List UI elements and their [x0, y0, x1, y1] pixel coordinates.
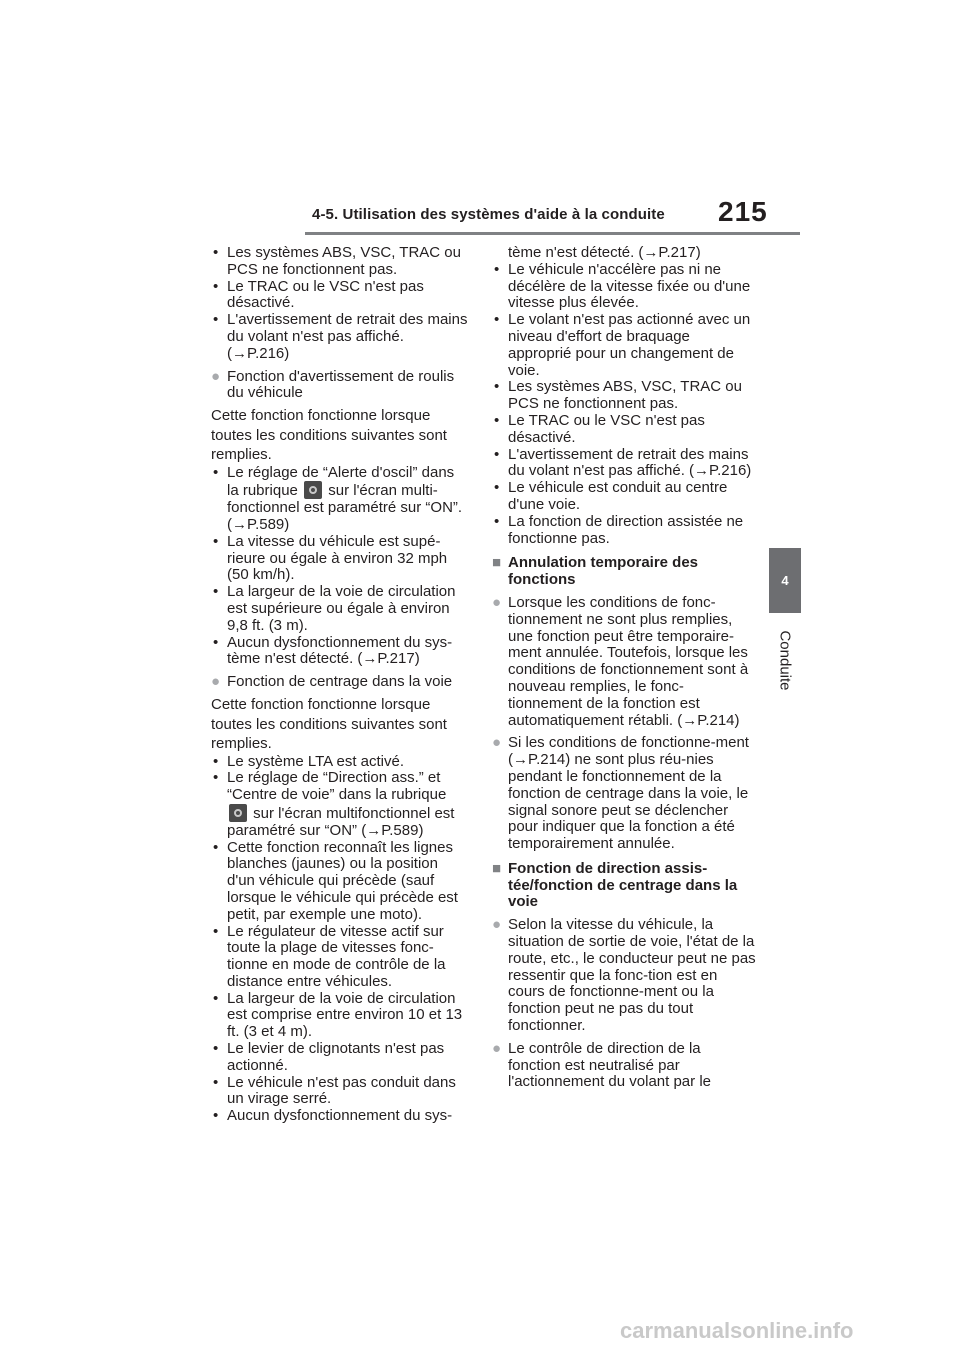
section-title: 4-5. Utilisation des systèmes d'aide à la conduite: [312, 206, 665, 223]
subsection-heading: ● Fonction d'avertissement de roulis du véhicule: [211, 367, 455, 402]
circle-bullet-icon: ●: [211, 673, 221, 691]
square-bullet-icon: ■: [492, 859, 502, 877]
list-item: • Le TRAC ou le VSC n'est pas désactivé.: [211, 279, 469, 313]
list-item: • L'avertissement de retrait des mains du volant n'est pas affiché. (→P.216): [492, 447, 757, 481]
list-item: • Aucun dysfonctionnement du sys-: [211, 1108, 469, 1125]
note-item: ● Lorsque les conditions de fonc-tionnement ne sont plus remplies, une fonction peut être temporaire-ment annulée. Toutefois, lorsque les conditions de fonctionnement sont à nouveau remplies, le fonc-tionnement de la fonction est automatiquement rétabli. (→P.214): [492, 593, 749, 729]
header-divider: [305, 232, 800, 235]
list-item: • La largeur de la voie de circulation est supérieure ou égale à environ 9,8 ft. (3 m).: [211, 584, 469, 634]
subsection-heading: ● Fonction de centrage dans la voie: [211, 673, 453, 691]
list-item: • Cette fonction reconnaît les lignes blanches (jaunes) ou la position d'un véhicule qui précède (sauf lorsque le véhicule qui précède est petit, par exemple une moto).: [211, 840, 469, 924]
list-item: • Le véhicule n'accélère pas ni ne décélère de la vitesse fixée ou d'une vitesse plus élevée.: [492, 262, 757, 312]
page-number: 215: [718, 196, 768, 227]
circle-bullet-icon: ●: [492, 1039, 502, 1057]
paragraph: Cette fonction fonctionne lorsque toutes les conditions suivantes sont remplies.: [211, 407, 447, 464]
list-item: • Le levier de clignotants n'est pas actionné.: [211, 1041, 469, 1075]
list-item: • Le véhicule est conduit au centre d'une voie.: [492, 480, 757, 514]
circle-bullet-icon: ●: [492, 916, 502, 934]
list-item: • La fonction de direction assistée ne fonctionne pas.: [492, 514, 757, 548]
left-column: [211, 245, 469, 1125]
list-item: • Aucun dysfonctionnement du sys-tème n'est détecté. (→P.217): [211, 635, 469, 669]
note-item: ● Le contrôle de direction de la fonction est neutralisé par l'actionnement du volant par le: [492, 1039, 711, 1091]
list-item: • La largeur de la voie de circulation est comprise entre environ 10 et 13 ft. (3 et 4 m).: [211, 991, 469, 1041]
list-item: • Le réglage de “Alerte d'oscil” dans la rubrique sur l'écran multi-fonctionnel est paramétré sur “ON”. (→P.589): [211, 465, 469, 534]
section-heading: ■ Annulation temporaire des fonctions: [492, 554, 699, 589]
list-item: • Le système LTA est activé.: [211, 754, 469, 771]
list-item: • La vitesse du véhicule est supé-rieure ou égale à environ 32 mph (50 km/h).: [211, 534, 469, 584]
chapter-label: Conduite: [776, 629, 794, 691]
list-item: • Le régulateur de vitesse actif sur toute la plage de vitesses fonc-tionne en mode de contrôle de la distance entre véhicules.: [211, 924, 469, 991]
chapter-tab[interactable]: 4: [769, 548, 801, 613]
list-item-continued: tème n'est détecté. (→P.217): [508, 244, 701, 261]
circle-bullet-icon: ●: [492, 734, 502, 752]
list-item: • Le réglage de “Direction ass.” et “Centre de voie” dans la rubrique sur l'écran multifonctionnel est paramétré sur “ON” (→P.589): [211, 770, 469, 839]
paragraph: Cette fonction fonctionne lorsque toutes les conditions suivantes sont remplies.: [211, 696, 447, 753]
watermark: carmanualsonline.info: [620, 1318, 854, 1343]
circle-bullet-icon: ●: [492, 593, 502, 611]
settings-icon: [304, 481, 322, 499]
list-item: • Le véhicule n'est pas conduit dans un virage serré.: [211, 1075, 469, 1109]
note-item: ● Selon la vitesse du véhicule, la situation de sortie de voie, l'état de la route, etc., le conducteur peut ne pas ressentir que la fonc-tion est en cours de fonctionne-ment ou la fonction peut ne pas du tout fonctionner.: [492, 916, 756, 1035]
list-item: • Le volant n'est pas actionné avec un niveau d'effort de braquage approprié pour un changement de voie.: [492, 312, 757, 379]
settings-icon: [229, 804, 247, 822]
list-item: • Les systèmes ABS, VSC, TRAC ou PCS ne fonctionnent pas.: [492, 379, 757, 413]
list-item: • Le TRAC ou le VSC n'est pas désactivé.: [492, 413, 757, 447]
square-bullet-icon: ■: [492, 554, 502, 572]
circle-bullet-icon: ●: [211, 367, 221, 385]
right-column: [492, 245, 757, 1091]
list-item: • L'avertissement de retrait des mains du volant n'est pas affiché. (→P.216): [211, 312, 469, 362]
list-item: • Les systèmes ABS, VSC, TRAC ou PCS ne fonctionnent pas.: [211, 245, 469, 279]
section-heading: ■ Fonction de direction assis-tée/fonction de centrage dans la voie: [492, 859, 738, 911]
note-item: ● Si les conditions de fonctionne-ment (→P.214) ne sont plus réu-nies pendant le fonctionnement de la fonction de centrage dans la voie, le signal sonore peut se déclencher pour indiquer que la fonction a été temporairement annulée.: [492, 734, 749, 853]
